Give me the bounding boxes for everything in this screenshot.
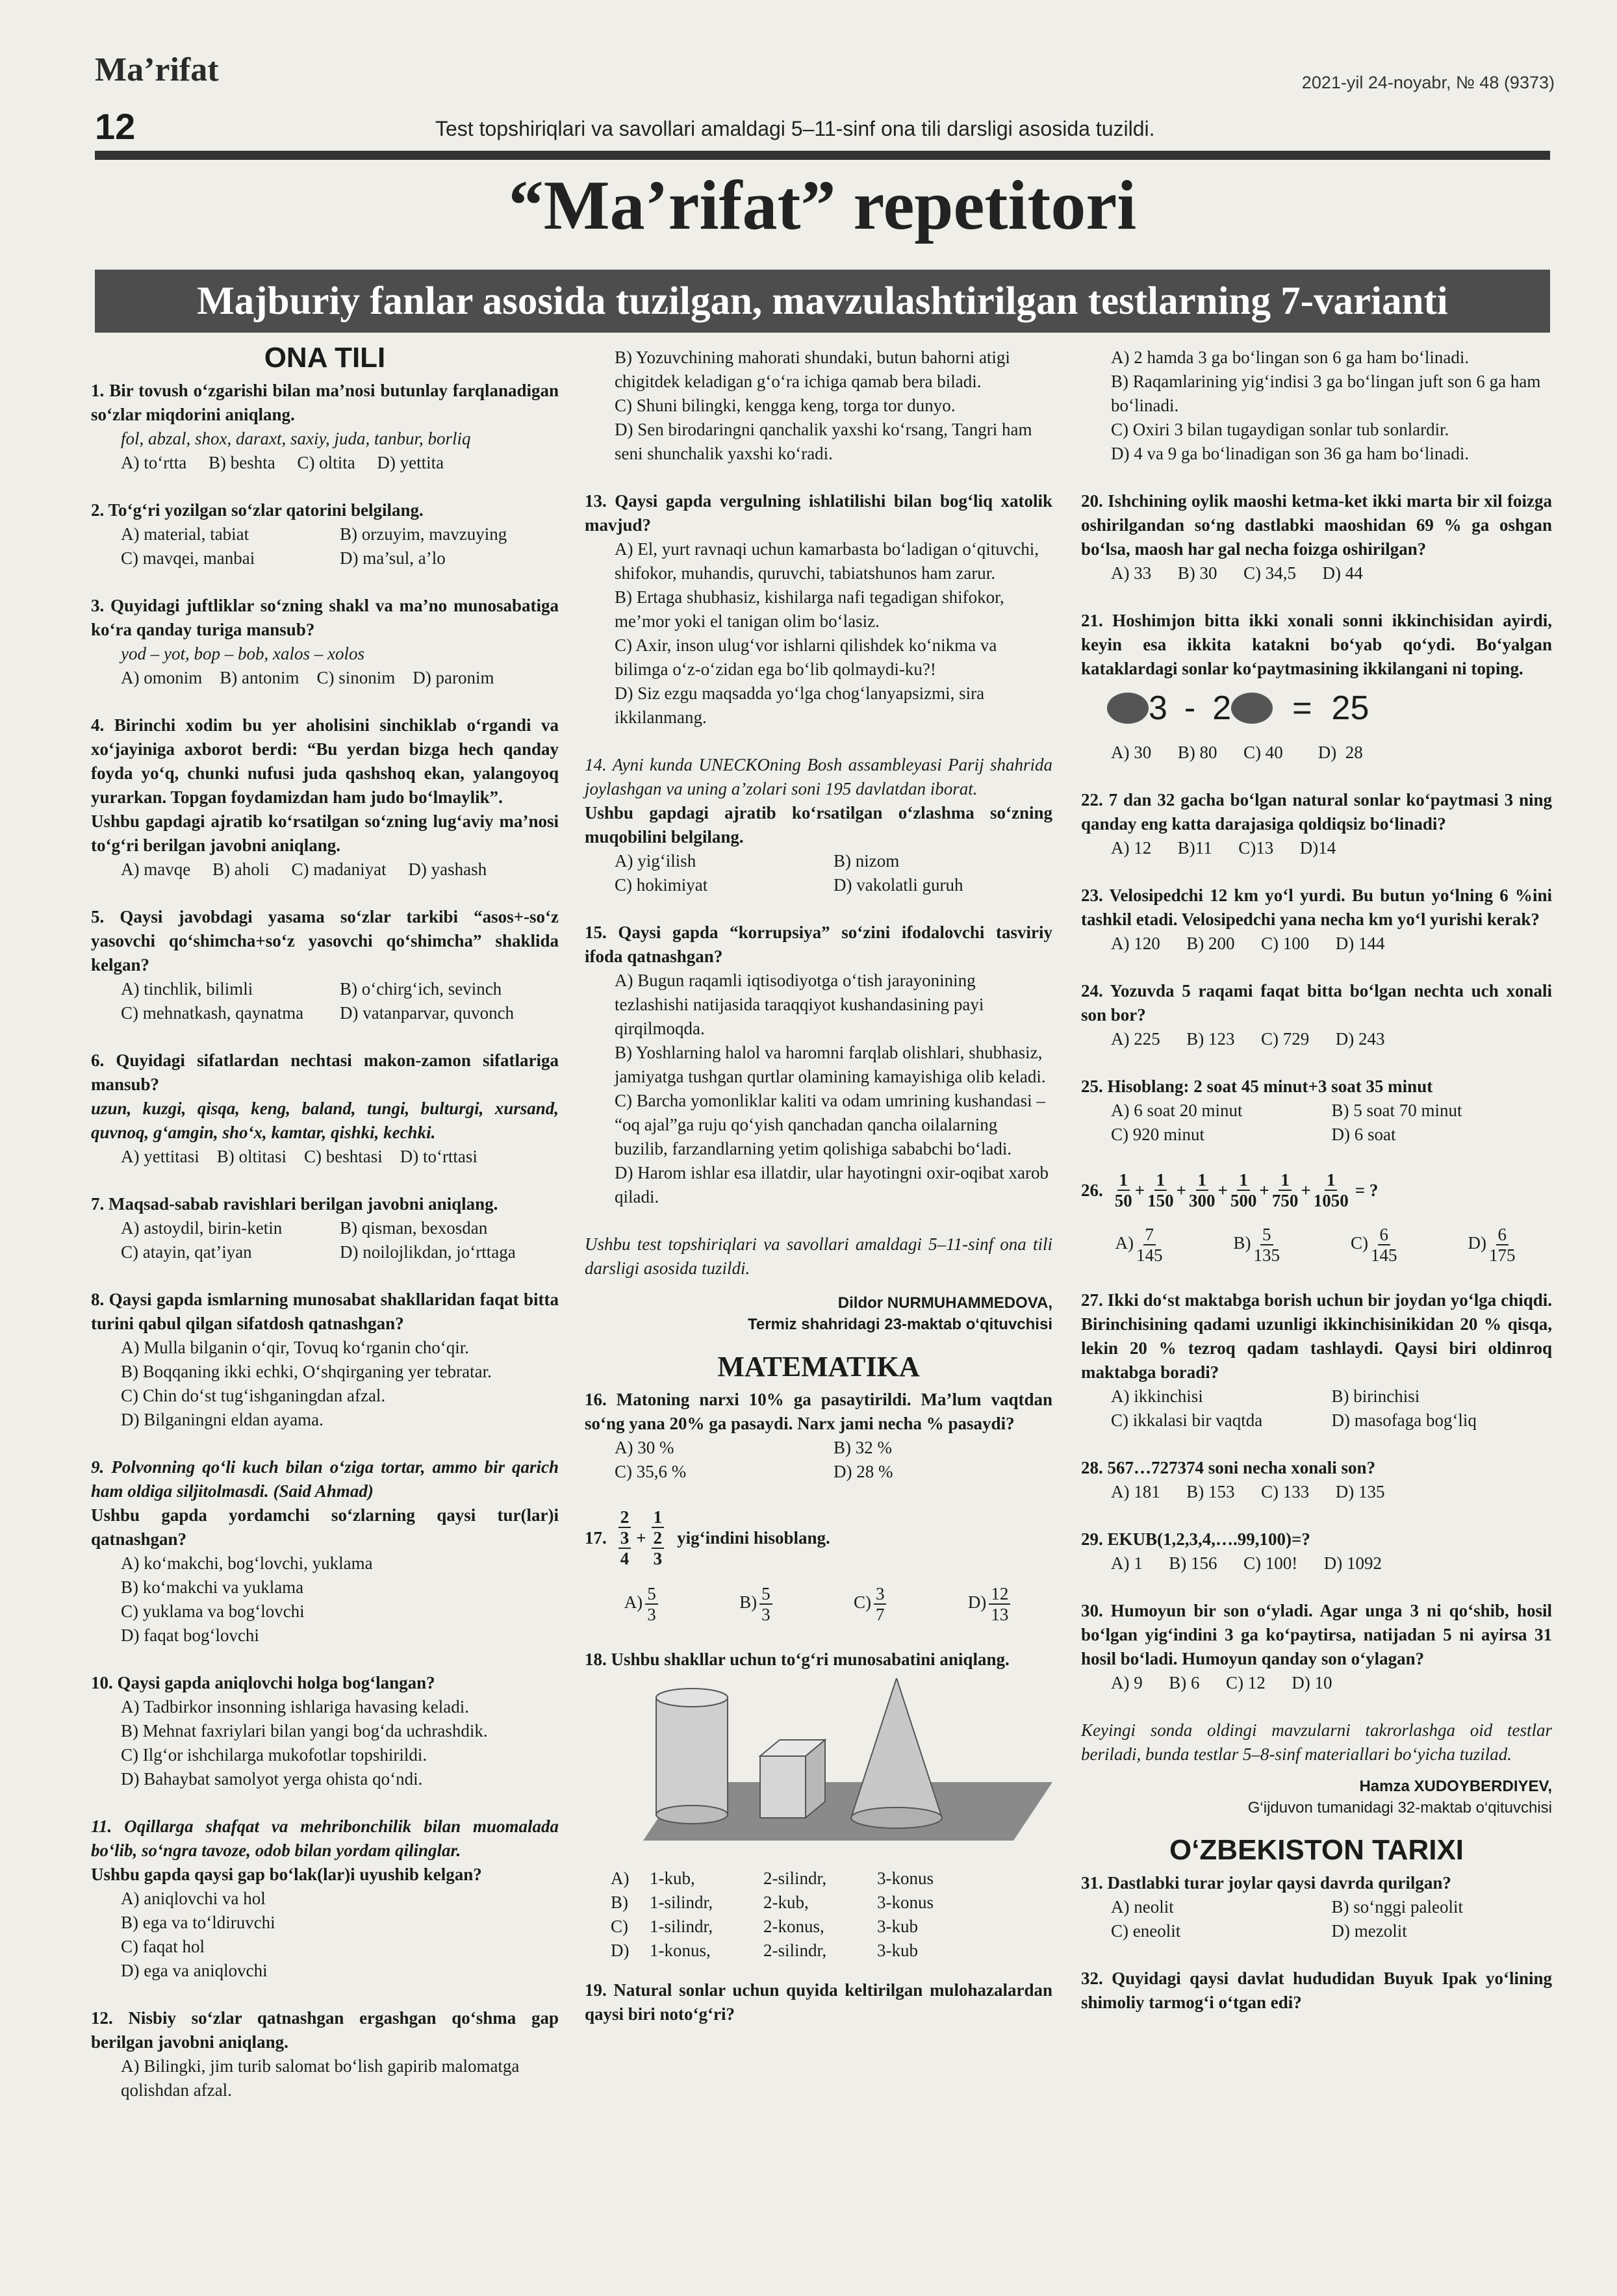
author-signature-2: Hamza XUDOYBERDIYEV, G‘ijduvon tumanidagi 32-maktab o‘qituvchisi: [1247, 1778, 1552, 1817]
column-3: [1081, 346, 1552, 2038]
question-11: 11. Oqillarga shafqat va mehribonchilik bilan muomalada bo‘lib, so‘ngra tavoze, odob bilan yordam qilinglar. Ushbu gapda qaysi gap bo‘lak(lar)i uyushib kelgan? A) aniqlovchi va hol B) ega va to‘ldiruvchi C) faqat hol D) ega va aniqlovchi: [91, 1817, 559, 1980]
question-19-options: A) 2 hamda 3 ga bo‘lingan son 6 ga ham bo‘linadi. B) Raqamlarining yig‘indisi 3 ga bo‘lingan juft son 6 ga ham bo‘linadi. C) Oxiri 3 bilan tugaydigan sonlar tub sonlardir. D) 4 va 9 ga bo‘linadigan son 36 ga ham bo‘linadi.: [1111, 348, 1541, 463]
question-1: 1. Bir tovush o‘zgarishi bilan ma’nosi butunlay farqlanadigan so‘zlar miqdorini aniqlang. fol, abzal, shox, daraxt, saxiy, juda, tanbur, borliq A) to‘rtta B) beshta C) oltita D) yettita: [91, 381, 559, 472]
question-22: 22. 7 dan 32 gacha bo‘lgan natural sonlar ko‘paytmasi 3 ning qanday eng katta darajasiga qoldiqsiz bo‘linadi? A) 12 B)11 C)13 D)14: [1081, 790, 1552, 858]
question-6: 6. Quyidagi sifatlardan nechtasi makon-zamon sifatlariga mansub? uzun, kuzgi, qisqa, keng, baland, tungi, bulturgi, xursand, quvnoq, g‘amgin, sho‘x, kamtar, qishki, kechki. A) yettitasi B) oltitasi C) beshtasi D) to‘rttasi: [91, 1051, 559, 1166]
fraction-term: $\frac{1}{750}$: [1271, 1170, 1299, 1210]
question-15: 15. Qaysi gapda “korrupsiya” so‘zini ifodalovchi tasviriy ifoda qatnashgan? A) Bugun raqamli iqtisodiyotga o‘tish jarayonining tezlashishi natijasida taraqqiyot kushandasining payi qirqilmoqda. B) Yoshlarning halol va haromni farqlab olishlari, shubhasiz, jamiyatga tushgan qurtlar olamining kamayishiga olib keladi. C) Barcha yomonliklar kaliti va odam umrining kushandasi – “oq ajal”ga ruju qo‘yish qanchadan qancha oilalarning buzilib, farzandlarning yetim qolishiga sababchi bo‘ladi. D) Harom ishlar esa illatdir, ular hayotingni oxir-oqibat xarob qiladi.: [585, 923, 1052, 1206]
page-title: “Ma’rifat” repetitori: [508, 167, 1137, 244]
page-headline: Test topshiriqlari va savollari amaldagi 5–11-sinf ona tili darsligi asosida tuzildi.: [435, 117, 1155, 140]
question-32: 32. Quyidagi qaysi davlat hududidan Buyuk Ipak yo‘lining shimoliy tarmog‘i o‘tgan edi?: [1081, 1969, 1552, 2012]
subtitle-banner: Majburiy fanlar asosida tuzilgan, mavzulashtirilgan testlarning 7-varianti: [95, 270, 1550, 333]
ona-tili-note: Ushbu test topshiriqlari va savollari amaldagi 5–11-sinf ona tili darsligi asosida tuzildi.: [585, 1234, 1052, 1278]
author-signature-1: Dildor NURMUHAMMEDOVA, Termiz shahridagi 23-maktab o‘qituvchisi: [747, 1294, 1052, 1333]
page-number: 12: [95, 106, 136, 147]
painted-cell-2: [1231, 693, 1273, 724]
question-21: 21. Hoshimjon bitta ikki xonali sonni ikkinchisidan ayirdi, keyin esa ikkita katakni bo‘yab qo‘ydi. Bo‘yalgan kataklardagi sonlar ko‘paytmasining ikkilangani ni toping. 3 - 2 = 25 A) 30 B) 80 C) 40 D) 28: [1081, 611, 1552, 762]
nested-fraction-2: $\frac{1}{\frac{2}{3}}$: [649, 1507, 667, 1568]
cone-shape: [851, 1678, 942, 1828]
question-24: 24. Yozuvda 5 raqami faqat bitta bo‘lgan nechta uch xonali son bor? A) 225 B) 123 C) 729 D) 243: [1081, 981, 1552, 1049]
q18-option-row: D) 1-konus, 2-silindr, 3-kub: [611, 1941, 918, 1960]
question-18: 18. Ushbu shakllar uchun to‘g‘ri munosabatini aniqlang. A) 1-kub, 2-silindr, 3-konus B) 1-silindr, 2-kub, 3-konus C) 1-silindr, 2-konus, 3-kub D) 1-konus, 2-silindr, 3-kub: [585, 1648, 1052, 1963]
question-8: 8. Qaysi gapda ismlarning munosabat shakllaridan faqat bitta turini qabul qilgan sifatdosh qatnashgan? A) Mulla bilganin o‘qir, Tovuq ko‘rganin cho‘qir. B) Boqqaning ikki echki, O‘shqirganing yer tebratar. C) Chin do‘st tug‘ishganingdan afzal. D) Bilganingni eldan ayama.: [91, 1290, 559, 1429]
equation-puzzle: 3 - 2 = 25: [1107, 693, 1552, 724]
issue-date: 2021-yil 24-noyabr, № 48 (9373): [1301, 73, 1555, 92]
fraction-term: $\frac{1}{50}$: [1114, 1170, 1132, 1210]
fraction-term: $\frac{1}{150}$: [1147, 1170, 1174, 1210]
fraction-term: $\frac{1}{1050}$: [1313, 1170, 1349, 1210]
cylinder-shape: [656, 1689, 728, 1824]
question-10: 10. Qaysi gapda aniqlovchi holga bog‘langan? A) Tadbirkor insonning ishlariga havasing keladi. B) Mehnat faxriylari bilan yangi bog‘da uchrashdik. C) Ilg‘or ishchilarga mukofotlar topshirildi. D) Bahaybat samolyot yerga ohista qo‘ndi.: [91, 1673, 488, 1789]
question-18-options: [585, 1867, 1052, 1963]
question-25: 25. Hisoblang: 2 soat 45 minut+3 soat 35 minut A) 6 soat 20 minut B) 5 soat 70 minut C) 920 minut D) 6 soat: [1081, 1077, 1462, 1144]
q18-option-row: B) 1-silindr, 2-kub, 3-konus: [611, 1893, 934, 1912]
question-26: 26. $\frac{1}{50}$ + $\frac{1}{150}$ + $\frac{1}{300}$ + $\frac{1}{500}$ + $\frac{1}{750}$ + $\frac{1}{1050}$ = ? A) $\frac{7}{145}$ B) $\frac{5}{135}$ C) $\frac{6}{145}$ D) $\frac{6}{175}$: [1081, 1170, 1516, 1265]
cube-shape: [760, 1740, 825, 1818]
question-23: 23. Velosipedchi 12 km yo‘l yurdi. Bu butun yo‘lning 6 %ini tashkil etadi. Velosipedchi yana necha km yo‘l yurishi kerak? A) 120 B) 200 C) 100 D) 144: [1081, 886, 1552, 953]
question-3: 3. Quyidagi juftliklar so‘zning shakl va ma’no munosabatiga ko‘ra qanday turiga mansub? yod – yot, bop – bob, xalos – xolos A) omonim B) antonim C) sinonim D) paronim: [91, 596, 559, 687]
question-9: 9. Polvonning qo‘li kuch bilan o‘ziga tortar, ammo bir qarich ham oldiga siljitolmasdi. (Said Ahmad) Ushbu gapda yordamchi so‘zlarning qaysi tur(lar)i qatnashgan? A) ko‘makchi, bog‘lovchi, yuklama B) ko‘makchi va yuklama C) yuklama va bog‘lovchi D) faqat bog‘lovchi: [91, 1457, 559, 1645]
section-heading-tarix: O‘ZBEKISTON TARIXI: [1169, 1834, 1464, 1866]
question-12: 12. Nisbiy so‘zlar qatnashgan ergashgan qo‘shma gap berilgan javobni aniqlang. A) Bilingki, jim turib salomat bo‘lish gapirib malomatga qolishdan afzal.: [91, 2008, 559, 2100]
section-heading-matematika: MATEMATIKA: [717, 1351, 920, 1383]
question-14: 14. Ayni kunda UNECKOning Bosh assambleyasi Parij shahrida joylashgan va uning a’zolari soni 195 davlatdan iborat. Ushbu gapdagi ajratib ko‘rsatilgan o‘zlashma so‘zning muqobilini belgilang. A) yig‘ilish B) nizom C) hokimiyat D) vakolatli guruh: [585, 755, 1052, 895]
question-16: 16. Matoning narxi 10% ga pasaytirildi. Ma’lum vaqtdan so‘ng yana 20% ga pasaydi. Narx jami necha % pasaydi? A) 30 % B) 32 % C) 35,6 % D) 28 %: [585, 1390, 1052, 1481]
q18-option-row: C) 1-silindr, 2-konus, 3-kub: [611, 1917, 918, 1936]
question-28: 28. 567…727374 soni necha xonali son? A) 181 B) 153 C) 133 D) 135: [1081, 1458, 1385, 1501]
question-12-continued: B) Yozuvchining mahorati shundaki, butun bahorni atigi chigitdek keladigan g‘o‘ra ichiga qamab bera biladi. C) Shuni bilingki, kengga keng, torga tor dunyo. D) Sen birodaringni qanchalik yaxshi ko‘rsang, Tangri ham seni shunchalik yaxshi ko‘radi.: [615, 348, 1032, 463]
column-1: [91, 342, 559, 2126]
section-heading-ona-tili: ONA TILI: [264, 342, 386, 374]
nested-fraction-1: $\frac{2}{\frac{3}{4}}$: [616, 1507, 634, 1568]
question-5: 5. Qaysi javobdagi yasama so‘zlar tarkibi “asos+-so‘z yasovchi qo‘shimcha+so‘z yasovchi qo‘shimcha” shaklida kelgan? A) tinchlik, bilimli B) o‘chirg‘ich, sevinch C) mehnatkash, qaynatma D) vatanparvar, quvonch: [91, 907, 559, 1023]
column-2: [585, 346, 1052, 2050]
question-19: 19. Natural sonlar uchun quyida keltirilgan mulohazalardan qaysi biri noto‘g‘ri?: [585, 1980, 1052, 2024]
question-7: 7. Maqsad-sabab ravishlari berilgan javobni aniqlang. A) astoydil, birin-ketin B) qisman, bexosdan C) atayin, qat’iyan D) noilojlikdan, jo‘rttaga: [91, 1194, 516, 1262]
question-29: 29. EKUB(1,2,3,4,….99,100)=? A) 1 B) 156 C) 100! D) 1092: [1081, 1529, 1382, 1573]
masthead-logo: Ma’rifat: [95, 51, 219, 88]
fraction-term: $\frac{1}{300}$: [1189, 1170, 1216, 1210]
question-13: 13. Qaysi gapda vergulning ishlatilishi bilan bog‘liq xatolik mavjud? A) El, yurt ravnaqi uchun kamarbasta bo‘ladigan o‘qituvchi, shifokor, muhandis, quruvchi, tabiatshunos ham zarur. B) Ertaga shubhasiz, kishilarga nafi tegadigan shifokor, me’mor yoki el tanigan olim bo‘lasiz. C) Axir, inson ulug‘vor ishlarni qilishdek ko‘nikma va bilimga o‘z-o‘zidan ega bo‘lib qolmaydi-ku?! D) Siz ezgu maqsadda yo‘lga chog‘lanyapsizmi, sira ikkilanmang.: [585, 491, 1052, 727]
question-20: 20. Ishchining oylik maoshi ketma-ket ikki marta bir xil foizga oshirilgandan so‘ng dastlabki maoshidan 69 % ga oshgan bo‘lsa, maosh har gal necha foizga oshirilgan? A) 33 B) 30 C) 34,5 D) 44: [1081, 491, 1552, 583]
matematika-note: Keyingi sonda oldingi mavzularni takrorlashga oid testlar beriladi, bunda testlar 5–8-sinf materiallari bo‘yicha tuzilad.: [1081, 1720, 1552, 1764]
painted-cell-1: [1107, 693, 1149, 724]
q18-option-row: A) 1-kub, 2-silindr, 3-konus: [611, 1869, 934, 1888]
question-27: 27. Ikki do‘st maktabga borish uchun bir joydan yo‘lga chiqdi. Birinchisining qadami uzunligi ikkinchisinikidan 20 % qisqa, lekin 20 % tezroq qadam tashlaydi. Qaysi biri oldinroq maktabga boradi? A) ikkinchisi B) birinchisi C) ikkalasi bir vaqtda D) masofaga bog‘liq: [1081, 1290, 1552, 1430]
question-30: 30. Humoyun bir son o‘yladi. Agar unga 3 ni qo‘shib, hosil bo‘lgan yig‘indini 3 ga ko‘paytirsa, natijadan 5 ni ayirsa 31 hosil bo‘ladi. Humoyun qanday son o‘ylagan? A) 9 B) 6 C) 12 D) 10: [1081, 1601, 1552, 1692]
question-17: 17. $\frac{2}{\frac{3}{4}}$ + $\frac{1}{\frac{2}{3}}$ yig‘indini hisoblang. A) $\frac{5}{3}$ B) $\frac{5}{3}$ C) $\frac{3}{7}$ D) $\frac{12}{13}$: [585, 1507, 1052, 1624]
question-31: 31. Dastlabki turar joylar qaysi davrda qurilgan? A) neolit B) so‘nggi paleolit C) eneolit D) mezolit: [1081, 1873, 1463, 1941]
fraction-term: $\frac{1}{500}$: [1230, 1170, 1257, 1210]
question-4: 4. Birinchi xodim bu yer aholisini sinchiklab o‘rgandi va xo‘jayiniga axborot berdi: “Bu yerdan bizga hech qanday foyda yo‘q, chunki nufusi juda qashshoq ekan, yalangoyoq yurarkan. Topgan foydamizdan ham judo bo‘lmaylik”. Ushbu gapdagi ajratib ko‘rsatilgan so‘zning lug‘aviy ma’nosi to‘g‘ri berilgan javobni aniqlang. A) mavqe B) aholi C) madaniyat D) yashash: [91, 715, 559, 879]
question-2: 2. To‘g‘ri yozilgan so‘zlar qatorini belgilang. A) material, tabiat B) orzuyim, mavzuying C) mavqei, manbai D) ma’sul, a’lo: [91, 500, 507, 568]
header-rule: [95, 151, 1550, 160]
shapes-figure: [585, 1678, 1052, 1854]
